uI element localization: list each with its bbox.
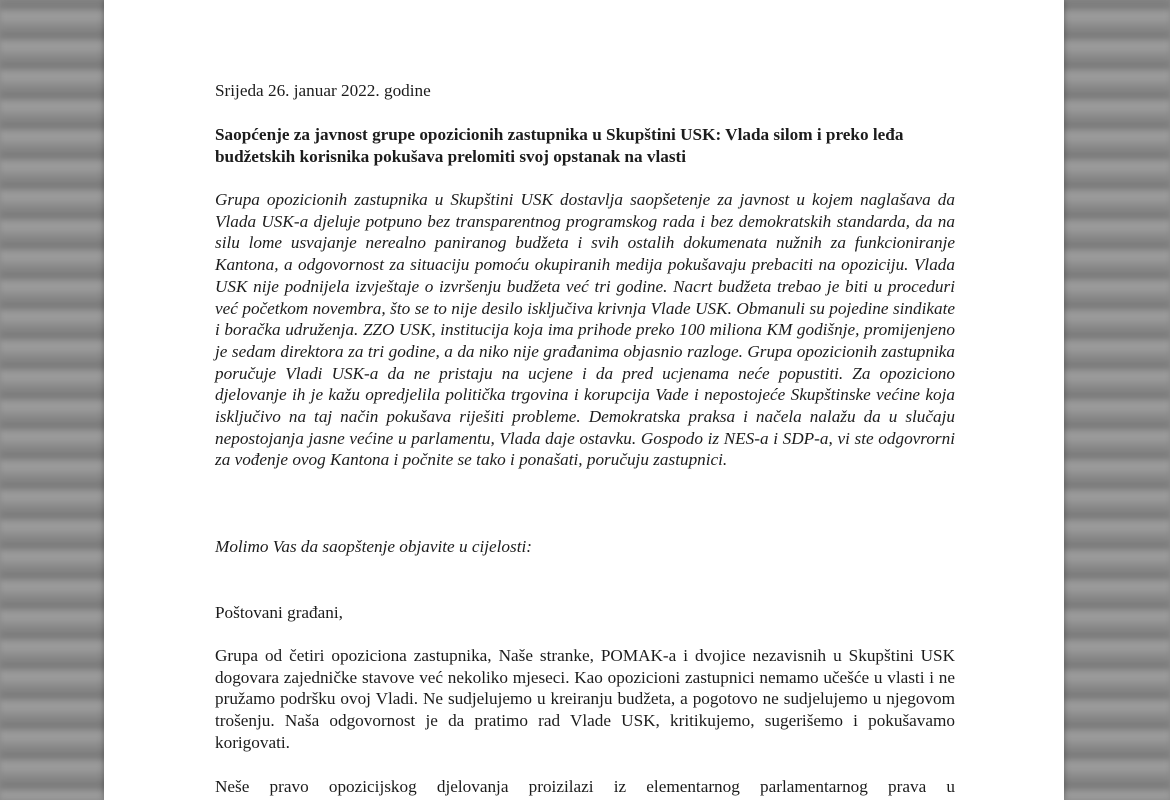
body-paragraph-1: Grupa od četiri opoziciona zastupnika, Naše stranke, POMAK-a i dvojice nezavisnih u Skupštini USK dogovara zajedničke stavove već nekoliko mjeseci. Kao opozicioni zastupnici nemamo učešće u vlasti i ne pružamo podršku ovoj Vladi. Ne sudjelujemo u kreiranju budžeta, a pogotovo ne sudjelujemo u njegovom trošenju. Naša odgovornost je da pratimo rad Vlade USK, kritikujemo, sugerišemo i pokušavamo korigovati. (215, 646, 955, 752)
blurred-background-right (1060, 0, 1170, 800)
greeting-line: Poštovani građani, (215, 603, 343, 622)
lead-paragraph: Grupa opozicionih zastupnika u Skupštini USK dostavlja saopšetenje za javnost u kojem naglašava da Vlada USK-a djeluje potpuno bez transparentnog programskog rada i bez demokratskih standarda, da na silu lome usvajanje nerealno paniranog budžeta i svih ostalih dokumenata nužnih za funkcioniranje Kantona, a odgovornost za situaciju pomoću okupiranih medija pokušavaju prebaciti na opoziciju. Vlada USK nije podnijela izvještaje o izvršenju budžeta već tri godine. Nacrt budžeta trebao je biti u proceduri već početkom novembra, što se to nije desilo isključiva krivnja Vlade USK. Obmanuli su pojedine sindikate i boračka udruženja. ZZO USK, institucija koja ima prihode preko 100 miliona KM godišnje, promijenjeno je sedam direktora za tri godine, a da niko nije građanima objasnio razloge. Grupa opozicionih zastupnika poručuje Vladi USK-a da ne pristaju na ucjene i da pred ucjenama neće popustiti. Za opoziciono djelovanje ih je kažu opredjelila politička trgovina i korupcija Vade i nepostojeće Skupštinske većine koja isključivo na taj način pokušava riješiti probleme. Demokratska praksa i načela nalažu da u slučaju nepostojanja jasne većine u parlamentu, Vlada daje ostavku. Gospodo iz NES-a i SDP-a, vi ste odgovrorni za vođenje ovog Kantona i počnite se tako i ponašati, poručuju zastupnici. (215, 190, 955, 470)
date-line: Srijeda 26. januar 2022. godine (215, 81, 431, 100)
blurred-background-left (0, 0, 110, 800)
document-page (104, 0, 1064, 800)
publication-request: Molimo Vas da saopštenje objavite u cijelosti: (215, 537, 532, 556)
body-paragraph-2: Neše pravo opozicijskog djelovanja proizilazi iz elementarnog parlamentarnog prava u (215, 777, 955, 796)
document-headline: Saopćenje za javnost grupe opozicionih zastupnika u Skupštini USK: Vlada silom i preko leđa budžetskih korisnika pokušava prelomiti svoj opstanak na vlasti (215, 125, 904, 166)
